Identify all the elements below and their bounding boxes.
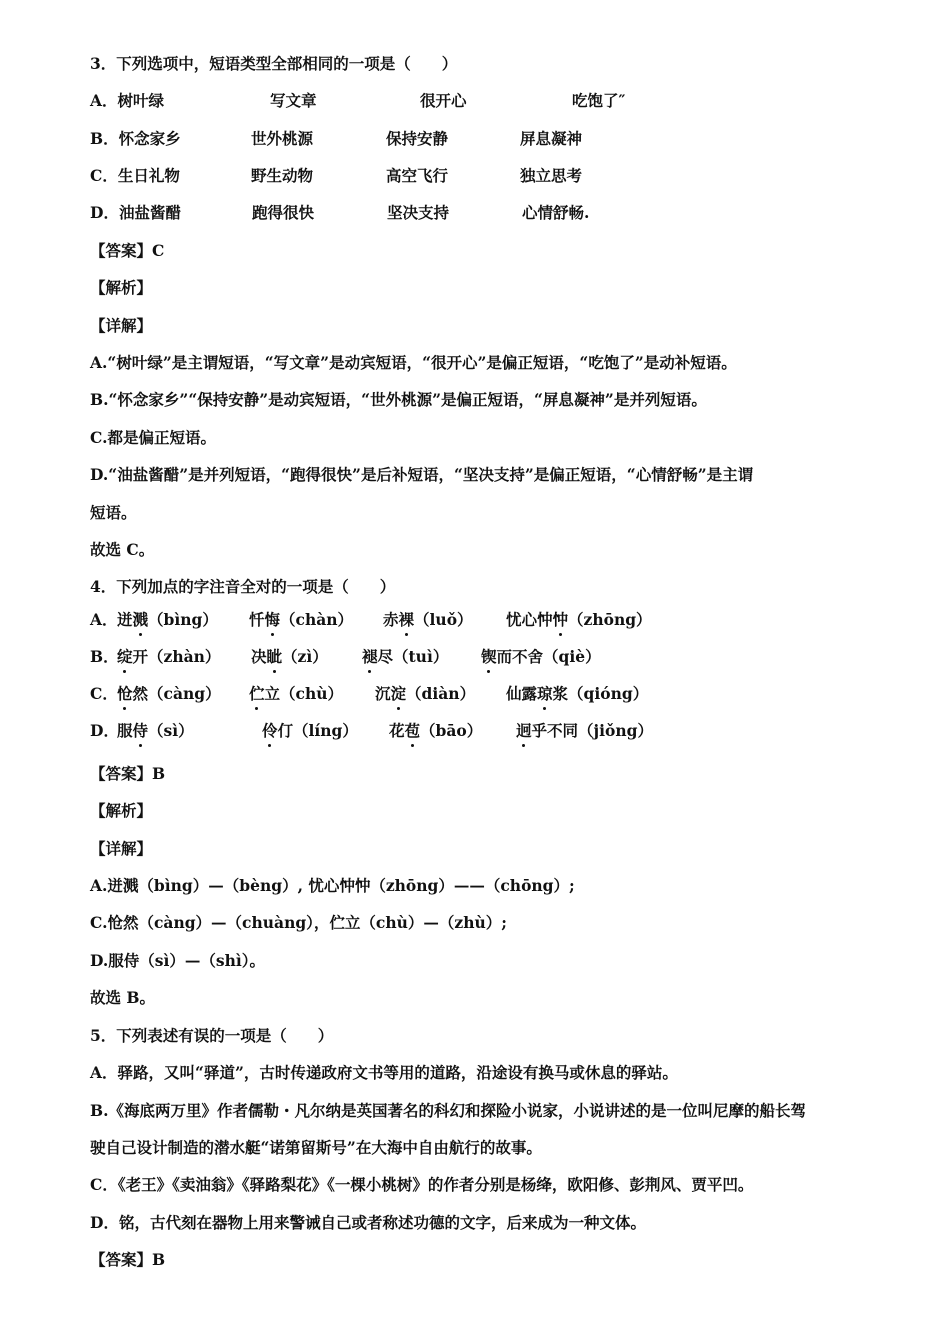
- q4-option-a-1-dotted: 溅: [132, 610, 149, 629]
- q4-option-c-3: [375, 684, 506, 704]
- q3-option-a-2: 写文章: [270, 91, 317, 110]
- q4-option-a-4: [506, 610, 652, 630]
- q3-option-b-2: 世外桃源: [251, 129, 314, 148]
- q4-option-d-2: [262, 721, 389, 741]
- q3-explain-d-cont: 短语。: [90, 503, 137, 522]
- q3-option-b: [90, 129, 582, 149]
- q4-option-a-2-dotted: 悔: [264, 610, 281, 629]
- q3-option-d-2: 跑得很快: [252, 203, 315, 222]
- q4-option-b-2: [251, 647, 362, 667]
- q4-option-b-3: [362, 647, 481, 667]
- q5-option-a: A．驿路，又叫“驿道”，古时传递政府文书等用的道路，沿途设有换马或休息的驿站。: [90, 1063, 678, 1082]
- q4-explain-d: D.服侍（sì）—（shì）。: [90, 951, 266, 970]
- q3-explain-b: B.“怀念家乡”“保持安静”是动宾短语，“世外桃源”是偏正短语，“屏息凝神”是并列短语。: [90, 390, 707, 409]
- q3-option-a-3: 很开心: [420, 91, 467, 110]
- q3-option-b-3: 保持安静: [386, 129, 449, 148]
- q3-option-a-4: 吃饱了″: [572, 91, 626, 110]
- q3-option-d-1: D．油盐酱醋: [90, 203, 181, 222]
- q4-option-d-1-dotted: 侍: [132, 721, 149, 740]
- q4-option-a-3-dotted: 裸: [398, 610, 415, 629]
- q3-option-d: [90, 203, 589, 223]
- q4-option-a-label: A．: [90, 610, 118, 629]
- q4-answer: 【答案】B: [90, 764, 166, 783]
- q4-option-d-1-post: （sì）: [148, 721, 194, 740]
- q3-option-a: [90, 91, 625, 111]
- q4-option-c-4-pre: 仙露: [506, 684, 538, 703]
- q4-explain-c: C.怆然（càng）—（chuàng），伫立（chù）—（zhù）;: [90, 913, 507, 932]
- q5-answer: 【答案】B: [90, 1250, 166, 1269]
- q3-analysis-heading: 【解析】: [90, 278, 153, 297]
- q3-option-d-4: 心情舒畅.: [522, 203, 590, 222]
- q4-option-a-4-pre: 忧心忡: [506, 610, 553, 629]
- q3-conclusion: 故选 C。: [90, 540, 155, 559]
- q4-option-a-1-post: （bìng）: [148, 610, 218, 629]
- q3-option-c: [90, 166, 582, 186]
- q4-option-b-4: [481, 647, 601, 667]
- q4-option-d-1: [117, 721, 262, 741]
- q4-stem: 4．下列加点的字注音全对的一项是（ ）: [90, 577, 396, 596]
- q4-option-c-3-dotted: 淀: [390, 684, 407, 703]
- q4-option-a-3-pre: 赤: [383, 610, 399, 629]
- q4-option-b-2-dotted: 眦: [266, 647, 283, 666]
- q4-option-c-3-pre: 沉: [375, 684, 391, 703]
- q3-stem: 3．下列选项中，短语类型全部相同的一项是（ ）: [90, 54, 458, 73]
- q3-explain-c: C.都是偏正短语。: [90, 428, 216, 447]
- q4-option-d-3-dotted: 苞: [404, 721, 421, 740]
- q4-option-a-1-pre: 迸: [117, 610, 133, 629]
- q4-option-d-4-dotted: 迥: [516, 721, 532, 740]
- q4-conclusion: 故选 B。: [90, 988, 155, 1007]
- q4-option-b-1-dotted: 绽: [117, 647, 133, 666]
- q4-option-b-3-post: 尽（tuì）: [377, 647, 449, 666]
- q5-stem: 5．下列表述有误的一项是（ ）: [90, 1026, 334, 1045]
- q4-option-b-label: B．: [90, 647, 119, 666]
- q5-option-d: D．铭，古代刻在器物上用来警诫自己或者称述功德的文字，后来成为一种文体。: [90, 1213, 646, 1232]
- q5-option-c: C．《老王》《卖油翁》《驿路梨花》《一棵小桃树》的作者分别是杨绛，欧阳修、彭荆风、贾平凹。: [90, 1175, 754, 1194]
- q4-option-d-1-pre: 服: [117, 721, 133, 740]
- q4-option-a-4-post: （zhōng）: [568, 610, 652, 629]
- q4-option-b: [90, 647, 601, 667]
- q4-option-c-1: [117, 684, 249, 704]
- q4-option-d-4: [516, 721, 653, 741]
- q4-option-b-2-post: （zì）: [282, 647, 328, 666]
- q4-option-c-2-dotted: 伫: [249, 684, 265, 703]
- q4-analysis-heading: 【解析】: [90, 801, 153, 820]
- q4-explain-a: A.迸溅（bìng）—（bèng）, 忧心忡忡（zhōng）——（chōng）;: [90, 876, 575, 895]
- q4-option-c-label: C．: [90, 684, 118, 703]
- q4-option-b-1-post: 开（zhàn）: [132, 647, 221, 666]
- q3-detail-heading: 【详解】: [90, 316, 153, 335]
- q3-option-a-1: A．树叶绿: [90, 91, 165, 110]
- q5-option-b-cont: 驶自己设计制造的潜水艇“诺第留斯号”在大海中自由航行的故事。: [90, 1138, 542, 1157]
- q4-option-a-2: [249, 610, 383, 630]
- q4-option-d-3-pre: 花: [389, 721, 405, 740]
- q3-option-c-3: 高空飞行: [386, 166, 449, 185]
- q3-explain-d: D.“油盐酱醋”是并列短语，“跑得很快”是后补短语，“坚决支持”是偏正短语，“心情舒畅”是主谓: [90, 465, 754, 484]
- q4-option-c-2: [249, 684, 375, 704]
- q4-option-c-4-post: 浆（qióng）: [552, 684, 649, 703]
- q4-option-a-2-pre: 忏: [249, 610, 265, 629]
- q4-option-b-1: [117, 647, 251, 667]
- q4-option-d-4-post: 乎不同（jiǒng）: [531, 721, 653, 740]
- q4-option-a-3: [383, 610, 506, 630]
- q4-option-c-4: [506, 684, 648, 704]
- q4-option-c-4-dotted: 琼: [537, 684, 553, 703]
- q4-option-a-4-dotted: 忡: [552, 610, 569, 629]
- q4-option-a-1: [117, 610, 249, 630]
- q4-option-d-2-post: 仃（líng）: [277, 721, 358, 740]
- q4-option-c-1-dotted: 怆: [117, 684, 133, 703]
- q4-option-d-3-post: （bāo）: [420, 721, 483, 740]
- q4-option-c-2-post: 立（chù）: [264, 684, 343, 703]
- q3-option-c-1: C．生日礼物: [90, 166, 180, 185]
- q4-option-a-3-post: （luǒ）: [414, 610, 473, 629]
- q3-option-d-3: 坚决支持: [387, 203, 450, 222]
- q3-option-b-1: B．怀念家乡: [90, 129, 181, 148]
- q5-option-b: B.《海底两万里》作者儒勒・凡尔纳是英国著名的科幻和探险小说家，小说讲述的是一位叫尼摩的船长驾: [90, 1101, 807, 1120]
- q3-option-c-4: 独立思考: [520, 166, 583, 185]
- q4-option-b-4-post: 而不舍（qiè）: [496, 647, 601, 666]
- q4-option-b-4-dotted: 锲: [481, 647, 497, 666]
- q3-answer: 【答案】C: [90, 241, 165, 260]
- q4-option-d: [90, 721, 653, 741]
- q4-option-c-1-post: 然（càng）: [132, 684, 221, 703]
- q4-option-b-3-dotted: 褪: [362, 647, 378, 666]
- q4-detail-heading: 【详解】: [90, 839, 153, 858]
- q3-option-c-2: 野生动物: [251, 166, 314, 185]
- q4-option-d-label: D．: [90, 721, 119, 740]
- q4-option-b-2-pre: 决: [251, 647, 267, 666]
- q3-option-b-4: 屏息凝神: [520, 129, 583, 148]
- q4-option-a: [90, 610, 652, 630]
- q4-option-a-2-post: （chàn）: [280, 610, 354, 629]
- q3-explain-a: A.“树叶绿”是主谓短语，“写文章”是动宾短语，“很开心”是偏正短语，“吃饱了”是动补短语。: [90, 353, 737, 372]
- q4-option-d-2-dotted: 伶: [262, 721, 278, 740]
- q4-option-d-3: [389, 721, 516, 741]
- q4-option-c: [90, 684, 648, 704]
- q4-option-c-3-post: （diàn）: [406, 684, 476, 703]
